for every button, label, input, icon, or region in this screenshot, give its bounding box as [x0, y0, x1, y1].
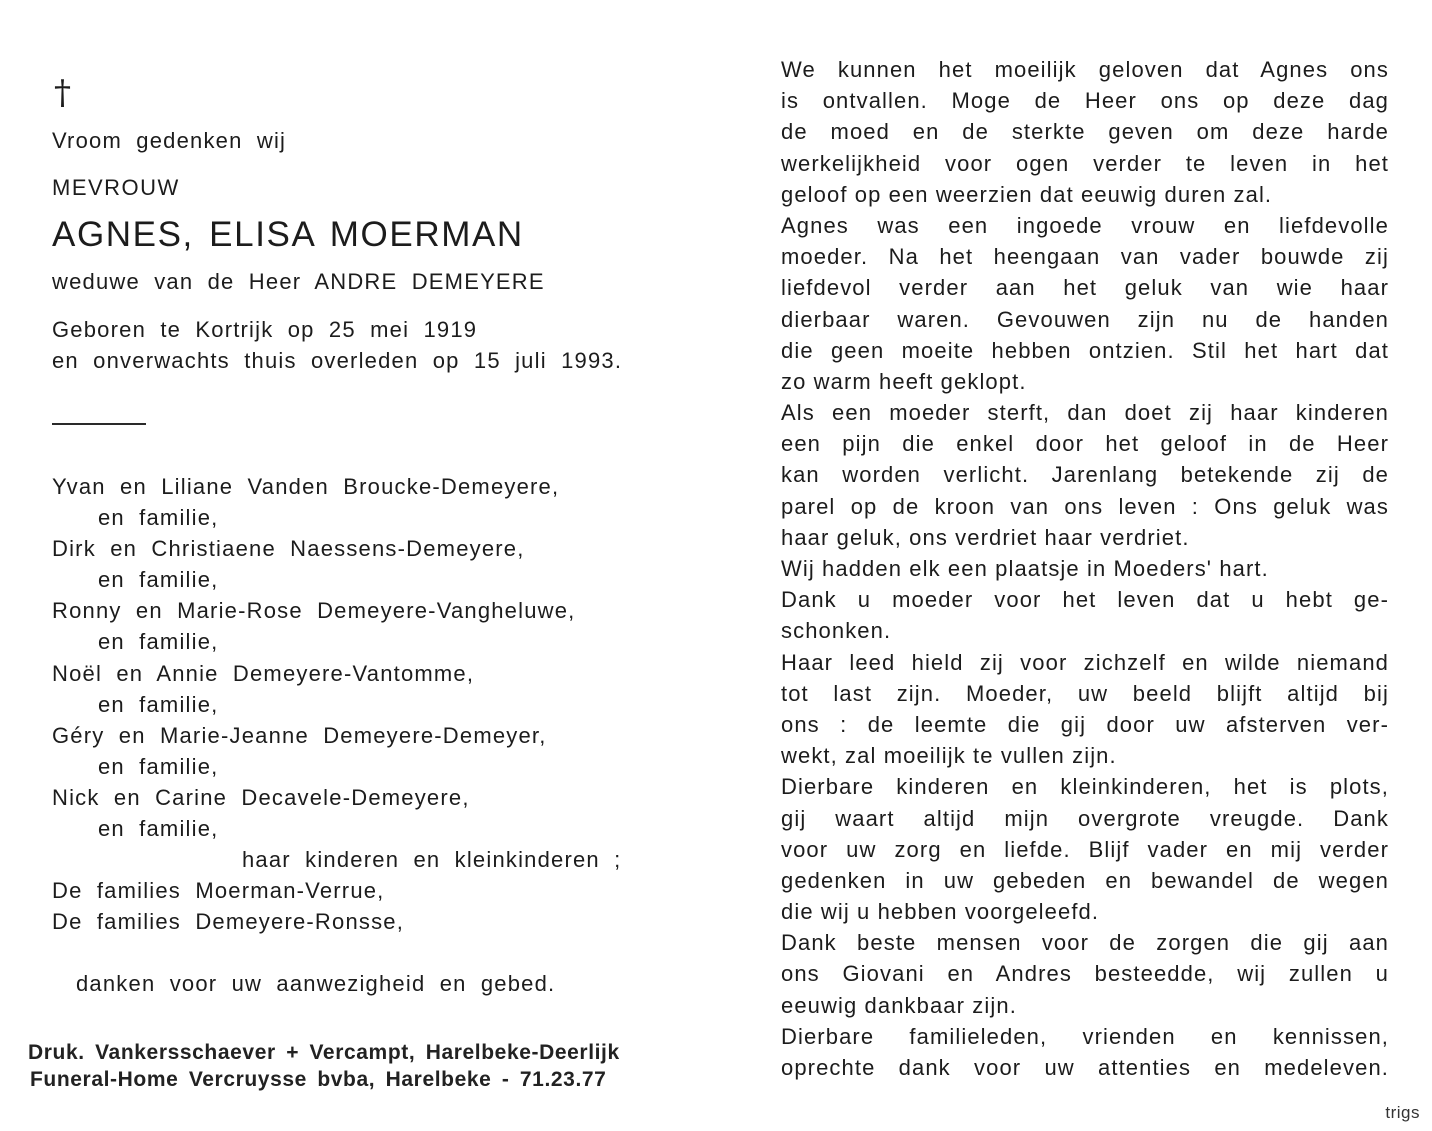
text-line: werkelijkheid voor ogen verder te leven in het: [781, 150, 1389, 176]
watermark-text: trigs: [1385, 1103, 1420, 1122]
memorial-text: [781, 54, 1401, 1083]
text-line: die geen moeite hebben ontzien. Stil het hart dat: [781, 337, 1389, 363]
text-line: gedenken in uw gebeden en bewandel de wegen: [781, 867, 1389, 893]
family-line: De families Demeyere-Ronsse,: [52, 909, 405, 934]
text-line: eeuwig dankbaar zijn.: [781, 992, 1017, 1018]
text-line: We kunnen het moeilijk geloven dat Agnes ons: [781, 57, 1389, 82]
text-line: zo warm heeft geklopt.: [781, 368, 1027, 394]
family-line: Ronny en Marie-Rose Demeyere-Vangheluwe,: [52, 598, 576, 623]
text-line: Dierbare familieleden, vrienden en kennissen,: [781, 1023, 1389, 1049]
family-line: en familie,: [98, 505, 219, 530]
cross-icon: †: [54, 73, 71, 113]
family-line: en familie,: [98, 692, 219, 717]
birth-text: Geboren te Kortrijk op 25 mei 1919: [52, 317, 478, 342]
deceased-name: AGNES, ELISA MOERMAN: [52, 215, 524, 254]
text-line: Dierbare kinderen en kleinkinderen, het is plots,: [781, 774, 1389, 800]
text-line: Wij hadden elk een plaatsje in Moeders' hart.: [781, 556, 1269, 581]
text-line: voor uw zorg en liefde. Blijf vader en mij verder: [781, 836, 1389, 862]
family-line: Nick en Carine Decavele-Demeyere,: [52, 785, 470, 810]
text-line: kan worden verlicht. Jarenlang betekende zij de: [781, 462, 1389, 488]
text-line: parel op de kroon van ons leven : Ons geluk was: [781, 493, 1389, 519]
family-line: haar kinderen en kleinkinderen ;: [242, 847, 622, 872]
text-line: een pijn die enkel door het geloof in de Heer: [781, 431, 1389, 457]
family-line: en familie,: [98, 816, 219, 841]
family-line: Yvan en Liliane Vanden Broucke-Demeyere,: [52, 474, 560, 499]
text-line: de moed en de sterkte geven om deze harde: [781, 119, 1389, 145]
family-line: Géry en Marie-Jeanne Demeyere-Demeyer,: [52, 723, 547, 748]
text-line: Dank beste mensen voor de zorgen die gij aan: [781, 930, 1389, 956]
text-line: oprechte dank voor uw attenties en medeleven.: [781, 1055, 1389, 1080]
funeral-home-line: Funeral-Home Vercruysse bvba, Harelbeke - 71.23.77: [30, 1068, 607, 1091]
death-text: en onverwachts thuis overleden op 15 juli 1993.: [52, 348, 623, 373]
thanks-text: danken voor uw aanwezigheid en gebed.: [76, 971, 556, 996]
family-line: en familie,: [98, 754, 219, 779]
text-line: ons Giovani en Andres besteedde, wij zullen u: [781, 961, 1389, 987]
family-line: Dirk en Christiaene Naessens-Demeyere,: [52, 536, 525, 561]
family-line: De families Moerman-Verrue,: [52, 878, 385, 903]
text-line: Als een moeder sterft, dan doet zij haar kinderen: [781, 400, 1389, 426]
text-line: haar geluk, ons verdriet haar verdriet.: [781, 524, 1190, 550]
text-line: Haar leed hield zij voor zichzelf en wilde niemand: [781, 649, 1389, 675]
text-line: tot last zijn. Moeder, uw beeld blijft altijd bij: [781, 680, 1389, 706]
family-line: Noël en Annie Demeyere-Vantomme,: [52, 661, 475, 686]
text-line: Dank u moeder voor het leven dat u hebt ge-: [781, 587, 1389, 613]
text-line: wekt, zal moeilijk te vullen zijn.: [781, 743, 1117, 769]
text-line: dierbaar waren. Gevouwen zijn nu de handen: [781, 306, 1389, 332]
text-line: gij waart altijd mijn overgrote vreugde. Dank: [781, 805, 1389, 831]
text-line: die wij u hebben voorgeleefd.: [781, 899, 1100, 925]
text-line: Agnes was een ingoede vrouw en liefdevolle: [781, 212, 1389, 238]
text-line: liefdevol verder aan het geluk van wie haar: [781, 275, 1389, 301]
family-line: en familie,: [98, 629, 219, 654]
text-line: ons : de leemte die gij door uw afsterven ver-: [781, 711, 1389, 737]
divider: [52, 423, 146, 425]
text-line: geloof op een weerzien dat eeuwig duren zal.: [781, 181, 1273, 207]
title-text: MEVROUW: [52, 175, 180, 200]
text-line: schonken.: [781, 618, 892, 644]
text-line: is ontvallen. Moge de Heer ons op deze dag: [781, 88, 1389, 114]
text-line: moeder. Na het heengaan van vader bouwde zij: [781, 244, 1389, 270]
printer-line: Druk. Vankersschaever + Vercampt, Harelbeke-Deerlijk: [28, 1041, 620, 1064]
family-line: en familie,: [98, 567, 219, 592]
widow-text: weduwe van de Heer ANDRE DEMEYERE: [52, 269, 545, 294]
intro-text: Vroom gedenken wij: [52, 128, 287, 153]
